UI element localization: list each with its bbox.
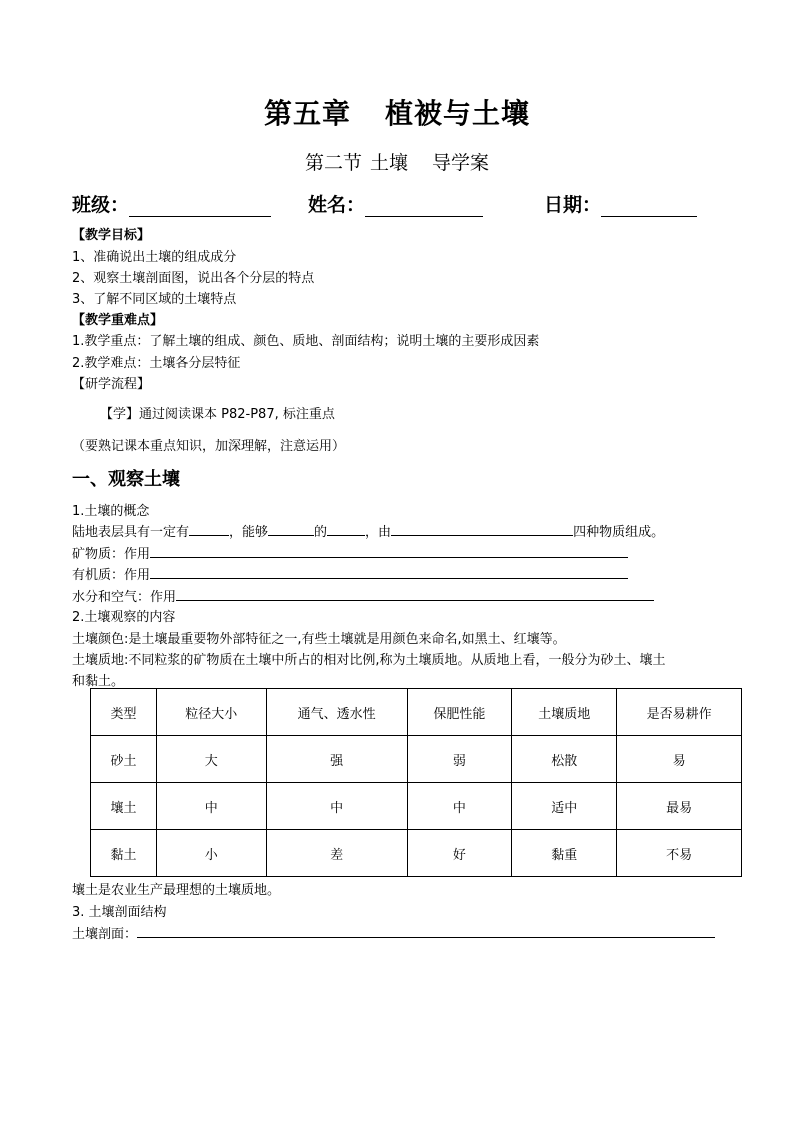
section-heading: 一、观察土壤: [72, 469, 180, 490]
mineral-label: 矿物质：作用: [72, 547, 151, 562]
table-header: 类型: [91, 689, 157, 736]
name-label: 姓名：: [308, 194, 366, 216]
table-cell: 砂土: [91, 736, 157, 783]
soil-texture-table: [90, 688, 742, 877]
study-instruction: 【学】通过阅读课本 P82-P87, 标注重点: [100, 407, 335, 422]
class-label: 班级：: [72, 194, 130, 216]
date-blank[interactable]: [601, 198, 697, 217]
profile-label: 土壤剖面：: [72, 927, 138, 942]
table-cell: 中: [156, 783, 266, 830]
table-cell: 最易: [617, 783, 742, 830]
organic-label: 有机质：作用: [72, 568, 151, 583]
class-field: [72, 190, 271, 217]
date-field: [544, 190, 697, 217]
table-cell: 大: [156, 736, 266, 783]
table-header: 保肥性能: [407, 689, 512, 736]
goal-item: 2、观察土壤剖面图，说出各个分层的特点: [72, 271, 315, 286]
concept-text: ，由: [365, 525, 392, 540]
table-header: 是否易耕作: [617, 689, 742, 736]
table-header: 粒径大小: [156, 689, 266, 736]
table-cell: 适中: [512, 783, 617, 830]
concept-text: 四种物质组成。: [573, 525, 665, 540]
page-subtitle: [0, 148, 794, 175]
fill-blank[interactable]: [189, 522, 229, 536]
water-air-line: [72, 586, 654, 605]
name-field: [308, 190, 483, 217]
table-cell: 弱: [407, 736, 512, 783]
section-title: 土壤: [369, 152, 408, 174]
table-cell: 松散: [512, 736, 617, 783]
table-cell: 中: [266, 783, 407, 830]
mineral-line: [72, 543, 628, 562]
concept-text: ，能够: [229, 525, 269, 540]
profile-line: [72, 923, 715, 942]
organic-line: [72, 564, 628, 583]
goal-item: 3、了解不同区域的土壤特点: [72, 292, 237, 307]
focus-heading: 【教学重难点】: [72, 313, 164, 328]
goals-heading: 【教学目标】: [72, 228, 151, 243]
table-cell: 强: [266, 736, 407, 783]
table-cell: 差: [266, 830, 407, 877]
table-header: 通气、透水性: [266, 689, 407, 736]
water-air-label: 水分和空气：作用: [72, 590, 177, 605]
table-row: [91, 736, 742, 783]
name-blank[interactable]: [365, 198, 483, 217]
process-heading: 【研学流程】: [72, 377, 151, 392]
table-header-row: [91, 689, 742, 736]
table-cell: 不易: [617, 830, 742, 877]
fill-blank[interactable]: [268, 522, 314, 536]
table-cell: 壤土: [91, 783, 157, 830]
table-cell: 黏重: [512, 830, 617, 877]
chapter-number: 第五章: [263, 97, 351, 130]
class-blank[interactable]: [129, 198, 271, 217]
observe-title: 2.土壤观察的内容: [72, 610, 176, 625]
concept-text: 陆地表层具有一定有: [72, 525, 190, 540]
study-note: （要熟记课本重点知识，加深理解，注意运用）: [72, 439, 346, 454]
fill-blank[interactable]: [137, 924, 715, 938]
table-cell: 黏土: [91, 830, 157, 877]
page-title: [0, 92, 794, 132]
date-label: 日期：: [544, 194, 602, 216]
fill-blank[interactable]: [391, 522, 573, 536]
table-cell: 好: [407, 830, 512, 877]
concept-sentence: [72, 521, 664, 540]
texture-text: 和黏土。: [72, 674, 125, 689]
table-cell: 易: [617, 736, 742, 783]
table-cell: 中: [407, 783, 512, 830]
fill-blank[interactable]: [150, 544, 628, 558]
table-header: 土壤质地: [512, 689, 617, 736]
concept-text: 的: [314, 525, 328, 540]
fill-blank[interactable]: [150, 565, 628, 579]
fill-blank[interactable]: [176, 587, 654, 601]
color-text: 土壤颜色:是土壤最重要物外部特征之一,有些土壤就是用颜色来命名,如黑土、红壤等。: [72, 632, 566, 647]
profile-title: 3. 土壤剖面结构: [72, 905, 167, 920]
difficult-point: 2.教学难点：土壤各分层特征: [72, 356, 241, 371]
chapter-title: 植被与土壤: [385, 97, 531, 130]
table-row: [91, 783, 742, 830]
fill-blank[interactable]: [327, 522, 365, 536]
table-row: [91, 830, 742, 877]
section-number: 第二节: [304, 152, 362, 174]
concept-title: 1.土壤的概念: [72, 504, 150, 519]
key-point: 1.教学重点：了解土壤的组成、颜色、质地、剖面结构；说明土壤的主要形成因素: [72, 334, 540, 349]
doc-type: 导学案: [432, 152, 490, 174]
table-cell: 小: [156, 830, 266, 877]
texture-text: 土壤质地:不同粒浆的矿物质在土壤中所占的相对比例,称为土壤质地。从质地上看，一般分为砂土、壤土: [72, 653, 666, 668]
loam-note: 壤土是农业生产最理想的土壤质地。: [72, 883, 281, 898]
goal-item: 1、准确说出土壤的组成成分: [72, 250, 237, 265]
